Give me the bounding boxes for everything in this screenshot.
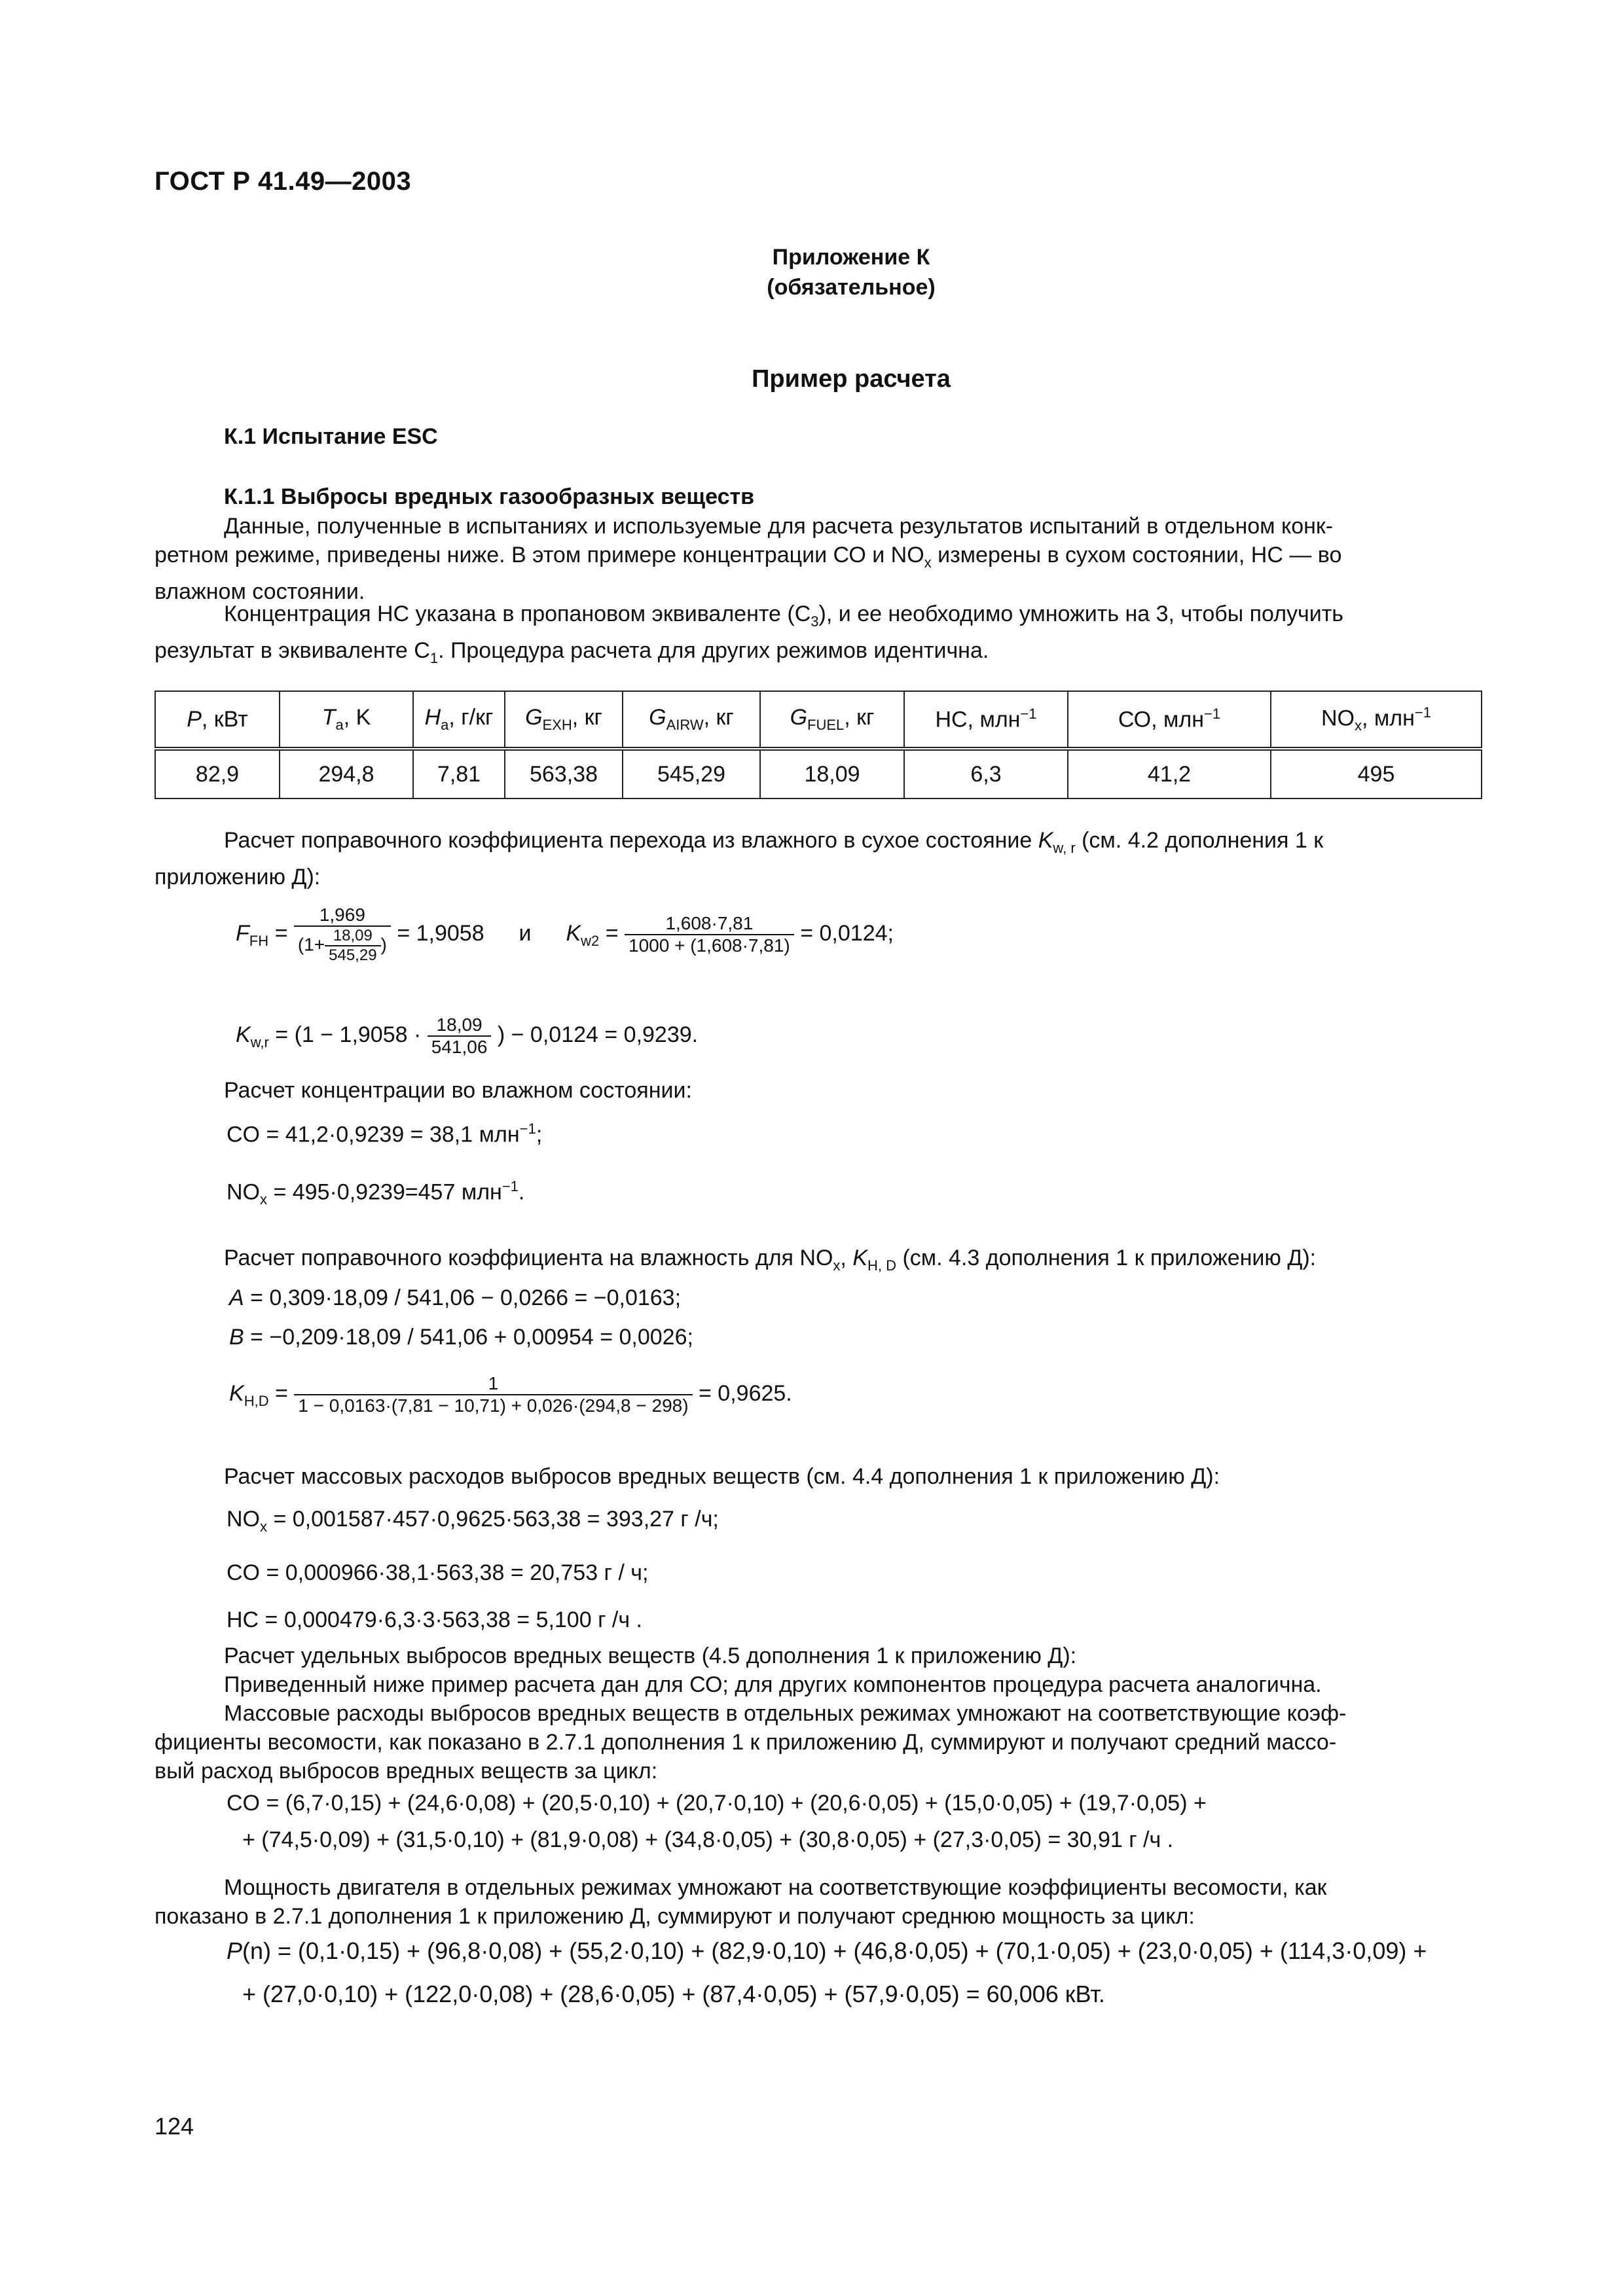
table-cell: 18,09 xyxy=(760,749,904,798)
result: = 0,0124; xyxy=(800,920,894,946)
header-symbol: G xyxy=(790,705,808,730)
formula-part: = 495·0,9239=457 млн xyxy=(267,1179,502,1205)
column-header xyxy=(1068,691,1271,749)
formula-kwr xyxy=(236,1014,698,1058)
formula-part: = (1 − 1,9058 · xyxy=(275,1022,422,1047)
subscript: w2 xyxy=(581,932,600,949)
header-symbol: NO xyxy=(1321,706,1355,731)
table-cell: 41,2 xyxy=(1068,749,1271,798)
formula-mass-nox xyxy=(227,1507,719,1535)
denominator: (1+ $\frac{18,09}{545,29}$ ) xyxy=(297,927,387,964)
symbol: A xyxy=(229,1285,244,1310)
header-subscript: AIRW xyxy=(666,716,704,733)
table-cell: 6,3 xyxy=(904,749,1068,798)
fraction xyxy=(428,1014,492,1058)
text-line: . Процедура расчета для других режимов идентична. xyxy=(438,637,989,663)
text-line: фициенты весомости, как показано в 2.7.1 дополнения 1 к приложению Д, суммируют и получают средний массо- xyxy=(155,1730,1337,1755)
table-row xyxy=(155,749,1482,798)
subscript: x xyxy=(924,554,932,571)
formula-part: = −0,209·18,09 / 541,06 + 0,00954 = 0,0026; xyxy=(244,1325,693,1350)
column-header xyxy=(280,691,413,749)
symbol: F xyxy=(236,920,249,946)
text-line: (см. 4.3 дополнения 1 к приложению Д): xyxy=(896,1246,1317,1270)
text-line: вый расход выбросов вредных веществ за цикл: xyxy=(155,1759,658,1784)
header-subscript: x xyxy=(1355,717,1362,734)
formula-part: NO xyxy=(227,1507,260,1532)
formula-part: ; xyxy=(536,1122,543,1147)
numerator: 18,09 xyxy=(325,927,380,946)
text-line: ), и ее необходимо умножить на 3, чтобы получить xyxy=(818,601,1344,626)
table-cell: 294,8 xyxy=(280,749,413,798)
result: = 0,9625. xyxy=(699,1380,792,1406)
column-header xyxy=(505,691,623,749)
calculation-title: Пример расчета xyxy=(752,365,951,393)
column-header xyxy=(904,691,1068,749)
fraction xyxy=(294,905,391,965)
formula-mass-hc: HC = 0,000479·6,3·3·563,38 = 5,100 г /ч . xyxy=(227,1607,642,1632)
fraction xyxy=(625,913,794,956)
result: = 1,9058 xyxy=(397,920,484,946)
subscript: w, r xyxy=(1053,839,1076,856)
formula-part: = (0,1·0,15) + (96,8·0,08) + (55,2·0,10) + (82,9·0,10) + (46,8·0,05) + (70,1·0,05) + (23,0·0,05) + (114,3·0,09) + xyxy=(271,1937,1427,1964)
text-line: приложению Д): xyxy=(155,864,321,889)
formula-b xyxy=(229,1325,693,1350)
table-cell: 82,9 xyxy=(155,749,280,798)
test-data-table xyxy=(155,691,1482,799)
column-header xyxy=(1271,691,1482,749)
header-superscript: −1 xyxy=(1204,706,1221,723)
numerator: 18,09 xyxy=(428,1014,492,1037)
header-symbol: СО, млн xyxy=(1118,707,1205,732)
column-header xyxy=(413,691,505,749)
header-unit: , г/кг xyxy=(448,705,494,730)
formula-part: . xyxy=(518,1179,525,1205)
header-symbol: H xyxy=(424,705,441,730)
header-unit: , кг xyxy=(572,705,602,730)
section-k1-heading: К.1 Испытание ESC xyxy=(224,424,438,449)
subscript: x xyxy=(260,1191,267,1208)
formula-co-cycle-line1: CO = (6,7·0,15) + (24,6·0,08) + (20,5·0,10) + (20,7·0,10) + (20,6·0,05) + (15,0·0,05) + (19,7·0,05) + xyxy=(227,1791,1207,1816)
paragraph-hc-note xyxy=(155,600,1477,673)
formula-part: (n) xyxy=(242,1937,272,1964)
standard-header: ГОСТ Р 41.49—2003 xyxy=(155,167,412,196)
subscript: H,D xyxy=(244,1392,269,1409)
text-line: показано в 2.7.1 дополнения 1 к приложению Д, суммируют и получают среднюю мощность за цикл: xyxy=(155,1904,1195,1929)
formula-part: = xyxy=(268,1380,295,1406)
text-line: измерены в сухом состоянии, НС — во xyxy=(931,543,1342,567)
text-line: Мощность двигателя в отдельных режимах умножают на соответствующие коэффициенты весомости, как xyxy=(224,1875,1327,1900)
formula-khd xyxy=(229,1373,792,1416)
subscript: 3 xyxy=(811,613,819,630)
formula-part: = 0,001587·457·0,9625·563,38 = 393,27 г /ч; xyxy=(267,1507,719,1532)
nested-fraction xyxy=(325,927,380,965)
formula-power-cycle-line1 xyxy=(227,1937,1427,1965)
formula-a xyxy=(229,1285,681,1311)
numerator: 1 xyxy=(294,1373,692,1395)
table-cell: 7,81 xyxy=(413,749,505,798)
column-header xyxy=(623,691,760,749)
text-line: влажном состоянии. xyxy=(155,579,365,604)
formula-co-wet xyxy=(227,1121,542,1147)
table-header-row xyxy=(155,691,1482,749)
text-line: Данные, полученные в испытаниях и используемые для расчета результатов испытаний в отдельном конк- xyxy=(224,514,1334,539)
superscript: −1 xyxy=(519,1121,536,1137)
table-cell: 495 xyxy=(1271,749,1482,798)
header-unit: , K xyxy=(343,705,371,730)
denominator: 1 − 0,0163·(7,81 − 10,71) + 0,026·(294,8 − 298) xyxy=(298,1395,689,1416)
header-superscript: −1 xyxy=(1020,706,1037,723)
paragraph-example-note: Приведенный ниже пример расчета дан для СО; для других компонентов процедура расчета аналогична. xyxy=(224,1672,1322,1697)
header-subscript: a xyxy=(335,716,344,733)
paragraph-data-intro xyxy=(155,512,1477,606)
symbol: K xyxy=(1038,828,1053,853)
table-cell: 563,38 xyxy=(505,749,623,798)
paragraph-mass-intro: Расчет массовых расходов выбросов вредных веществ (см. 4.4 дополнения 1 к приложению Д): xyxy=(224,1464,1220,1489)
numerator: 1,969 xyxy=(294,905,391,927)
formula-co-cycle-line2: + (74,5·0,09) + (31,5·0,10) + (81,9·0,08) + (34,8·0,05) + (30,8·0,05) + (27,3·0,05) = 30,91 г /ч . xyxy=(242,1827,1174,1852)
appendix-title: Приложение К xyxy=(772,245,930,270)
header-unit: , кг xyxy=(703,705,734,730)
subscript: 1 xyxy=(429,649,439,666)
paragraph-wet-intro: Расчет концентрации во влажном состоянии: xyxy=(224,1078,692,1103)
symbol: K xyxy=(852,1246,867,1270)
symbol: K xyxy=(236,1022,251,1047)
fraction xyxy=(294,1373,692,1416)
header-subscript: a xyxy=(441,716,449,733)
symbol: P xyxy=(227,1937,243,1964)
text-line: ретном режиме, приведены ниже. В этом примере концентрации СО и NO xyxy=(155,543,924,567)
formula-part: NO xyxy=(227,1179,260,1205)
paragraph-power-weighting xyxy=(155,1873,1477,1931)
header-subscript: FUEL xyxy=(807,716,845,733)
numerator: 1,608·7,81 xyxy=(625,913,794,935)
conjunction: и xyxy=(519,920,532,946)
header-unit: , кВт xyxy=(201,706,248,732)
header-symbol: T xyxy=(321,705,336,730)
symbol: K xyxy=(229,1380,244,1406)
text-line: Массовые расходы выбросов вредных веществ в отдельных режимах умножают на соответствующие коэф- xyxy=(224,1701,1347,1726)
denominator: 541,06 xyxy=(431,1037,488,1057)
header-symbol: P xyxy=(187,706,202,732)
text-line: (см. 4.2 дополнения 1 к xyxy=(1075,828,1324,853)
header-superscript: −1 xyxy=(1414,704,1431,721)
formula-part: = 0,309·18,09 / 541,06 − 0,0266 = −0,0163; xyxy=(244,1285,682,1310)
formula-part: ) − 0,0124 = 0,9239. xyxy=(497,1022,699,1047)
subscript: w,r xyxy=(250,1033,269,1050)
paragraph-specific-intro: Расчет удельных выбросов вредных веществ (4.5 дополнения 1 к приложению Д): xyxy=(224,1643,1077,1668)
column-header xyxy=(760,691,904,749)
header-unit: , млн xyxy=(1362,706,1415,731)
paragraph-mass-weighting xyxy=(155,1699,1477,1785)
formula-part: CO = 41,2·0,9239 = 38,1 млн xyxy=(227,1122,520,1147)
header-symbol: G xyxy=(649,705,666,730)
table-cell: 545,29 xyxy=(623,749,760,798)
formula-mass-co: CO = 0,000966·38,1·563,38 = 20,753 г / ч; xyxy=(227,1560,649,1585)
formula-ffh-kw2: $F_{FH}$ = 1,969 (1+ $\frac{18,09}{545,29}$ ) = 1,9058 и $K_{w2}$ = $\frac{1,608\cdot 7,81}{1000 + (1,608\cdot 7,81)}$ = 0,0124; xyxy=(236,905,894,964)
superscript: −1 xyxy=(501,1178,519,1194)
paragraph-kwr-intro xyxy=(155,826,1477,891)
text-line: результат в эквиваленте С xyxy=(155,637,430,663)
denominator: 1000 + (1,608·7,81) xyxy=(629,935,790,956)
page-number: 124 xyxy=(155,2113,194,2140)
formula-nox-wet xyxy=(227,1178,524,1208)
header-symbol: НС, млн xyxy=(935,707,1021,732)
denominator-part: 1+ xyxy=(304,934,325,955)
text-line: Концентрация НС указана в пропановом эквиваленте (С xyxy=(224,601,811,626)
subscript: x xyxy=(833,1257,841,1274)
text-line: , xyxy=(840,1246,853,1270)
appendix-status: (обязательное) xyxy=(767,275,936,300)
symbol: B xyxy=(229,1325,244,1350)
column-header xyxy=(155,691,280,749)
section-k11-heading: К.1.1 Выбросы вредных газообразных веществ xyxy=(224,484,755,509)
symbol: K xyxy=(566,920,581,946)
text-line: Расчет поправочного коэффициента перехода из влажного в сухое состояние xyxy=(224,828,1038,853)
denominator: 545,29 xyxy=(329,946,377,964)
text-line: Расчет поправочного коэффициента на влажность для NO xyxy=(224,1246,833,1270)
header-symbol: G xyxy=(525,705,543,730)
subscript: FH xyxy=(249,932,269,949)
header-subscript: EXH xyxy=(542,716,572,733)
paragraph-khd-intro xyxy=(224,1244,1546,1280)
subscript: x xyxy=(260,1518,267,1535)
header-unit: , кг xyxy=(844,705,875,730)
subscript: H, D xyxy=(867,1257,896,1274)
formula-power-cycle-line2: + (27,0·0,10) + (122,0·0,08) + (28,6·0,05) + (87,4·0,05) + (57,9·0,05) = 60,006 кВт. xyxy=(242,1981,1105,2007)
